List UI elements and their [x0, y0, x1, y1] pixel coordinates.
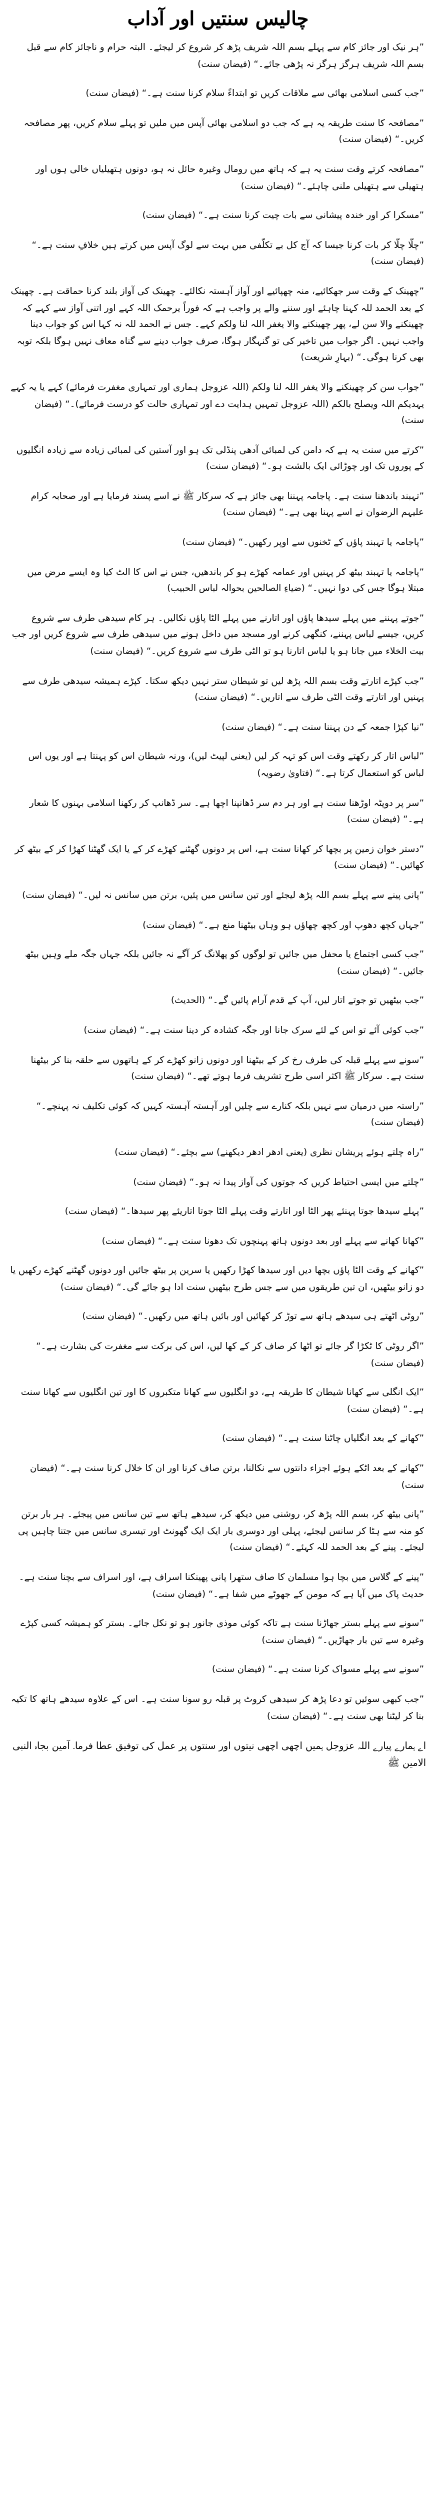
list-item [10, 749, 426, 782]
item-reference: (فیضان سنت) [370, 1118, 424, 1129]
item-reference: (فیضان سنت) [240, 181, 295, 192]
item-text: ”سر پر دوپٹہ اوڑھنا سنت ہے اور ہر دم سر ڈھانپنا اچھا ہے۔ سر ڈھانپ کر رکھنا اسلامی بہنوں کا شعار ہے۔“ [29, 797, 424, 826]
item-text: ”چھینک کے وقت سر جھکائیے، منہ چھپائیے اور آواز آہستہ نکالئے۔ چھینک کی آواز بلند کرنا حماقت ہے۔ چھینک کے بعد الحمد للہ کہنا چاہئے اور سننے والے پر واجب ہے کہ فوراً یرحمک اللہ کہے اور اتنی آواز سے کہے کہ چھینکنے والا سن لے، پھر چھینکنے والا یغفر اللہ لنا ولکم کہے۔ جس نے الحمد للہ نہ کہا اس کو جواب دینا واجب نہیں۔ اگر جواب میں تاخیر کی تو گنہگار ہوگا، صرف جواب دینے سے گناہ معاف نہیں ہوگا بلکہ توبہ بھی کرنا ہوگی۔“ [10, 285, 424, 364]
list-item [10, 238, 426, 271]
item-reference: (فیضان سنت) [22, 890, 76, 901]
item-text: ”جب بیٹھیں تو جوتے اتار لیں، آپ کے قدم آرام پائیں گے۔“ [208, 995, 424, 1007]
list-item [10, 1385, 426, 1418]
item-text: ”مسکرا کر اور خندہ پیشانی سے بات چیت کرنا سنت ہے۔“ [198, 210, 424, 222]
item-text: ”چلتے میں ایسی احتیاط کریں کہ جوتوں کی آواز پیدا نہ ہو۔“ [189, 1176, 424, 1188]
item-reference: (فیضان سنت) [29, 1464, 424, 1491]
item-reference: (بہارِ شریعت) [300, 353, 354, 364]
item-text: ”سونے سے پہلے قبلہ کی طرف رخ کر کے بیٹھنا اور دونوں زانو کھڑے کر کے ہاتھوں سے حلقہ بنا کر بیٹھنا سنت ہے۔ سرکار ﷺ اکثر اسی طرح تشریف فرما ہوتے تھے۔“ [30, 1054, 424, 1083]
item-text: ”پاجامہ یا تہبند بیٹھ کر پہنیں اور عمامہ کھڑے ہو کر باندھیں، جس نے اس کا الٹ کیا وہ ایسے مرض میں مبتلا ہوگا جس کی دوا نہیں۔“ [27, 566, 424, 595]
list-item [10, 611, 426, 661]
list-item [10, 1053, 426, 1086]
item-text: ”سونے سے پہلے بستر جھاڑنا سنت ہے تاکہ کوئی موذی جانور ہو تو نکل جائے۔ بستر کو ہمیشہ کسی کپڑے وغیرہ سے تین بار جھاڑیں۔“ [20, 1618, 424, 1646]
item-text: ”راستہ میں درمیان سے نہیں بلکہ کنارے سے چلیں اور آہستہ آہستہ کہیں کہ کوئی تکلیف نہ پہنچے۔“ [36, 1100, 424, 1112]
item-text: ”ہر نیک اور جائز کام سے پہلے بسم اللہ شریف پڑھ کر شروع کر لیجئے۔ البتہ حرام و ناجائز کام سے قبل بسم اللہ شریف ہرگز ہرگز نہ پڑھی جائے۔“ [26, 42, 424, 70]
item-reference: (فیضان سنت) [197, 59, 251, 70]
item-text: ”راہ چلتے ہوئے پریشان نظری (یعنی ادھر ادھر دیکھنے) سے بچئے۔“ [170, 1146, 424, 1158]
page-title: چالیس سنتیں اور آداب [127, 8, 309, 30]
list-item [10, 842, 426, 875]
list-item [10, 993, 426, 1010]
item-text: ”روٹی اٹھتے ہی سیدھے ہاتھ سے توڑ کر کھائیں اور بائیں ہاتھ میں رکھیں۔“ [138, 1311, 424, 1323]
list-item [10, 947, 426, 980]
list-item [10, 565, 426, 598]
list-item [10, 1309, 426, 1326]
item-reference: (فیضان سنت) [336, 966, 391, 977]
item-text: ”تہبند باندھنا سنت ہے۔ پاجامہ پہننا بھی جائز ہے کہ سرکار ﷺ نے اسے پسند فرمایا ہے اور صحابہ کرام علیہم الرضوان نے اسے پہنا بھی ہے۔“ [30, 490, 424, 519]
item-text: ”سونے سے پہلے مسواک کرنا سنت ہے۔“ [268, 1664, 424, 1676]
item-text: ”چلّا چلّا کر بات کرنا جیسا کہ آج کل بے تکلّفی میں بہت سے لوگ آپس میں کرتے ہیں خلافِ سنت ہے۔“ [31, 239, 424, 251]
list-item [10, 674, 426, 707]
list-item [10, 162, 426, 195]
item-reference: (الحدیث) [171, 996, 206, 1007]
item-text: ”جب کبھی سوئیں تو دعا پڑھ کر سیدھی کروٹ پر قبلہ رو سونا سنت ہے۔ اس کے علاوہ سیدھے ہاتھ کا تکیہ بنا کر لیٹنا بھی سنت ہے۔“ [11, 1693, 424, 1722]
item-reference: (فیضان سنت) [334, 861, 388, 872]
item-reference: (فیضان سنت) [152, 1589, 206, 1600]
list-item [10, 1692, 426, 1725]
item-reference: (فیضان سنت) [82, 1312, 136, 1323]
item-text: ”جواب سن کر چھینکنے والا یغفر اللہ لنا ولکم (اللہ عزوجل ہماری اور تمہاری مغفرت فرمائے) کہے یا یہ کہے یہدیکم اللہ ویصلح بالکم (اللہ عزوجل تمہیں ہدایت دے اور تمہاری حالت کو درست فرمائے)۔“ [10, 381, 424, 410]
list-item [10, 284, 426, 367]
list-item [10, 720, 426, 737]
item-reference: (فتاویٰ رضویہ) [257, 769, 313, 779]
list-item [10, 888, 426, 905]
list-item [10, 116, 426, 149]
item-reference: (فیضان سنت) [34, 399, 424, 427]
item-text: ”کھانا کھانے سے پہلے اور بعد دونوں ہاتھ پہنچوں تک دھونا سنت ہے۔“ [157, 1235, 424, 1247]
item-reference: (فیضان سنت) [142, 920, 196, 931]
closing-dua-text: اے ہمارے پیارے اللہ عزوجل ہمیں اچھی اچھی نیتوں اور سنتوں پر عمل کی توفیق عطا فرما۔ [72, 1741, 426, 1753]
item-reference: (فیضان سنت) [370, 1358, 424, 1369]
item-text: ”دستر خوان زمین پر بچھا کر کھانا سنت ہے، اس پر دونوں گھٹنے کھڑے کر کے یا ایک گھٹنا کھڑا کر کے بیٹھ کر کھائیں۔“ [14, 843, 424, 872]
item-text: ”جوتے پہننے میں پہلے سیدھا پاؤں اور اتارنے میں پہلے الٹا پاؤں نکالیں۔ ہر کام سیدھی طرف سے شروع کریں، جیسے لباس پہننے، کنگھی کرنے اور مسجد میں داخل ہونے میں سیدھی طرف سے شروع کریں اور جب بیت الخلاء میں جانا ہو یا لباس اتارنا ہو تو الٹی طرف سے شروع کریں۔“ [11, 612, 424, 658]
item-reference: (فیضان سنت) [222, 1434, 276, 1445]
item-text: ”نیا کپڑا جمعہ کے دن پہننا سنت ہے۔“ [277, 721, 424, 733]
list-item [10, 1263, 426, 1296]
item-text: ”پانی بیٹھ کر، بسم اللہ پڑھ کر، روشنی میں دیکھ کر، سیدھے ہاتھ سے تین سانس میں پیجئے۔ ہر بار برتن کو منہ سے ہٹا کر سانس لیجئے، پہلی اور دوسری بار ایک ایک گھونٹ اور تیسری سانس میں جتنا چاہیں پی لیجئے۔ پینے کے بعد الحمد للہ کہئے۔“ [18, 1509, 424, 1554]
item-reference: (فیضان سنت) [205, 462, 260, 473]
list-item [10, 1431, 426, 1448]
list-item [10, 1099, 426, 1132]
item-reference: (فیضان سنت) [114, 1147, 168, 1158]
item-text: ”لباس اتار کر رکھتے وقت اس کو تہہ کر لیں (یعنی لپیٹ لیں)، ورنہ شیطان اس کو پہنتا ہے اور یوں اس لباس کو استعمال کرتا ہے۔“ [28, 751, 424, 779]
list-item [10, 1234, 426, 1251]
item-reference: (فیضان سنت) [101, 1236, 155, 1247]
item-reference: (ضیاءِ الصالحین بحوالہ لباس الحبیب) [167, 584, 305, 595]
item-text: ”ایک انگلی سے کھانا شیطان کا طریقہ ہے، دو انگلیوں سے کھانا متکبروں کا اور تین انگلیوں سے کھانا سنت ہے۔“ [20, 1387, 424, 1415]
item-reference: (فیضان سنت) [347, 815, 401, 826]
item-reference: (فیضان سنت) [221, 722, 275, 733]
item-text: ”جہاں کچھ دھوپ اور کچھ چھاؤں ہو وہاں بیٹھنا منع ہے۔“ [198, 919, 424, 931]
item-text: ”کھانے کے وقت الٹا پاؤں بچھا دیں اور سیدھا کھڑا رکھیں یا سرین پر بیٹھ جائیں اور دونوں گھٹنے کھڑے رکھیں یا دو زانو بیٹھیں، ان تین طریقوں میں سے جس طرح بیٹھیں سنت ادا ہو جائے گی۔“ [10, 1265, 424, 1293]
list-item [10, 40, 426, 73]
item-reference: (فیضان سنت) [85, 89, 139, 100]
list-item [10, 380, 426, 430]
list-item [10, 1507, 426, 1557]
item-reference: (فیضان سنت) [261, 1635, 315, 1646]
item-reference: (فیضان سنت) [131, 1072, 185, 1083]
item-reference: (فیضان سنت) [64, 1207, 119, 1218]
item-reference: (فیضان سنت) [211, 1665, 266, 1676]
list-item [10, 1616, 426, 1649]
list-item [10, 86, 426, 103]
list-item [10, 1204, 426, 1221]
item-reference: (فیضان سنت) [222, 508, 277, 519]
item-text: ”جب کپڑے اتارتے وقت بسم اللہ پڑھ لیں تو شیطان ستر نہیں دیکھ سکتا۔ کپڑے ہمیشہ سیدھی طرف سے پہنیں اور اتارتے وقت الٹی طرف سے اتاریں۔“ [22, 675, 424, 704]
item-text: ”مصافحہ کرتے وقت سنت یہ ہے کہ ہاتھ میں رومال وغیرہ حائل نہ ہو، دونوں ہتھیلیاں خالی ہوں اور ہتھیلی سے ہتھیلی ملنی چاہئے۔“ [35, 163, 424, 192]
item-reference: (فیضان سنت) [370, 257, 424, 268]
sunnah-list [10, 40, 426, 1725]
item-reference: (فیضان سنت) [338, 135, 392, 146]
list-item [10, 918, 426, 935]
item-text: ”پاجامہ یا تہبند پاؤں کے ٹخنوں سے اوپر رکھیں۔“ [238, 537, 424, 549]
list-item [10, 1461, 426, 1494]
item-reference: (فیضان سنت) [60, 1282, 114, 1293]
item-text: ”اگر روٹی کا ٹکڑا گر جائے تو اٹھا کر صاف کر کے کھا لیں، اس کی برکت سے مغفرت کی بشارت ہے۔“ [36, 1341, 424, 1353]
item-reference: (فیضان سنت) [142, 211, 196, 222]
item-text: ”پانی پینے سے پہلے بسم اللہ پڑھ لیجئے اور تین سانس میں پئیں، برتن میں سانس نہ لیں۔“ [78, 889, 424, 901]
list-item [10, 535, 426, 552]
closing-dua [10, 1738, 426, 1772]
item-text: ”جب کسی اسلامی بھائی سے ملاقات کریں تو ابتداءً سلام کرنا سنت ہے۔“ [141, 88, 424, 100]
item-reference: (فیضان سنت) [83, 1025, 137, 1036]
item-text: ”کھانے کے بعد انگلیاں چاٹنا سنت ہے۔“ [278, 1433, 424, 1445]
item-text: ”مصافحہ کا سنت طریقہ یہ ہے کہ جب دو اسلامی بھائی آپس میں ملیں تو پہلے سلام کریں، پھر مصافحہ کریں۔“ [23, 117, 424, 146]
list-item [10, 1662, 426, 1679]
item-reference: (فیضان سنت) [194, 693, 248, 704]
item-reference: (فیضان سنت) [133, 1177, 187, 1188]
list-item [10, 443, 426, 476]
list-item [10, 1570, 426, 1603]
list-item [10, 1145, 426, 1162]
list-item [10, 489, 426, 522]
item-text: ”پہلے سیدھا جوتا پہنئے پھر الٹا اور اتارتے وقت پہلے الٹا جوتا اتاریئے پھر سیدھا۔“ [120, 1206, 424, 1218]
item-text: ”جب کوئی آئے تو اس کے لئے سرک جانا اور جگہ کشادہ کر دینا سنت ہے۔“ [139, 1024, 424, 1036]
list-item [10, 796, 426, 829]
item-text: ”کرتے میں سنت یہ ہے کہ دامن کی لمبائی آدھی پنڈلی تک ہو اور آستین کی لمبائی زیادہ سے زیادہ انگلیوں کے پوروں تک اور چوڑائی ایک بالشت ہو۔“ [16, 444, 424, 473]
list-item [10, 1175, 426, 1192]
item-reference: (فیضان سنت) [266, 1711, 321, 1722]
item-text: ”کھانے کے بعد اٹکے ہوئے اجزاء دانتوں سے نکالنا، برتن صاف کرنا اور ان کا خلال کرنا سنت ہے۔“ [60, 1463, 424, 1475]
list-item [10, 1339, 426, 1372]
item-text: ”پینے کے گلاس میں بچا ہوا مسلمان کا صاف ستھرا پانی پھینکنا اسراف ہے، اور اسراف سے بچنا سنت ہے۔ حدیث پاک میں آیا ہے کہ مومن کے جھوٹے میں شفا ہے۔“ [18, 1572, 424, 1600]
list-item [10, 208, 426, 225]
list-item [10, 1023, 426, 1040]
item-reference: (فیضان سنت) [229, 1543, 283, 1554]
item-reference: (فیضان سنت) [182, 538, 236, 549]
item-reference: (فیضان سنت) [347, 1404, 401, 1415]
item-text: ”جب کسی اجتماع یا محفل میں جائیں تو لوگوں کو پھلانگ کر آگے نہ جائیں بلکہ جہاں جگہ ملے وہیں بیٹھ جائیں۔“ [24, 949, 424, 977]
closing-ameen: آمین بجاہ النبی الامین ﷺ [12, 1741, 426, 1770]
item-reference: (فیضان سنت) [90, 647, 144, 658]
